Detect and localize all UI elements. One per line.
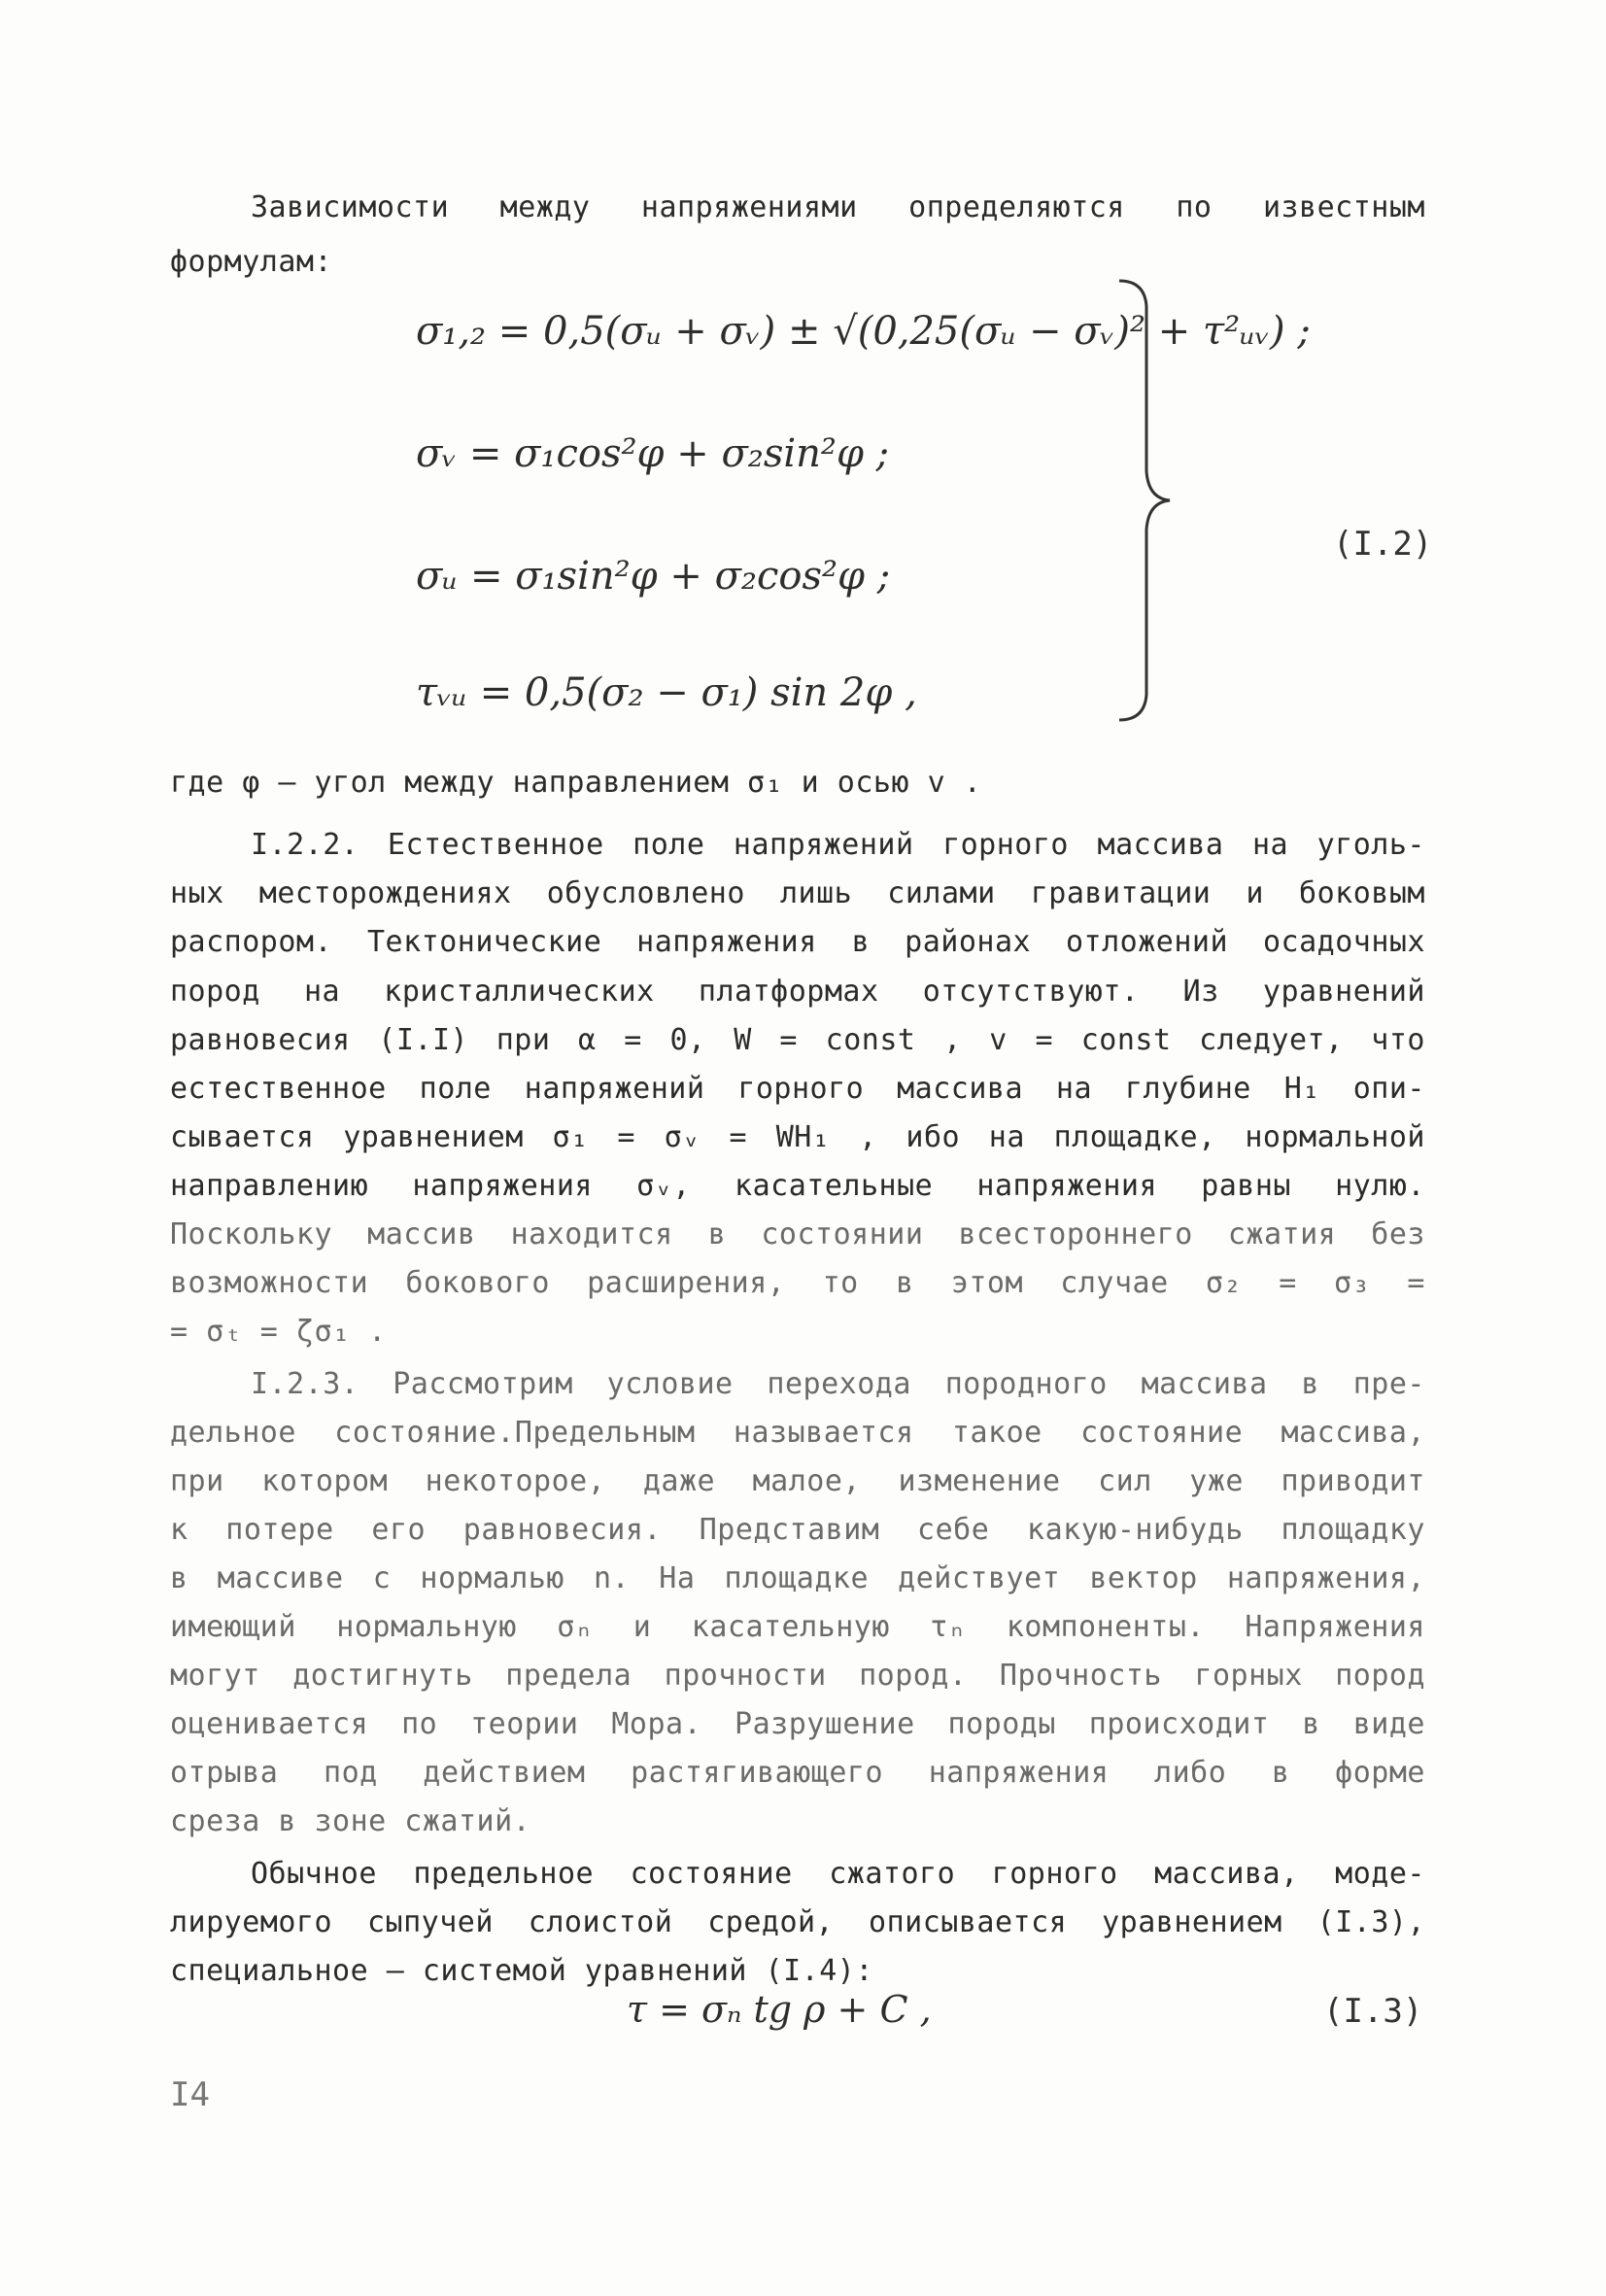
paragraph-2-line: отрыва под действием растягивающего напряжения либо в форме bbox=[170, 1756, 1425, 1790]
intro-line-2: формулам: bbox=[170, 245, 333, 279]
equation-label-i2: (I.2) bbox=[1333, 525, 1433, 564]
intro-line-1: Зависимости между напряжениями определяются по известным bbox=[251, 190, 1425, 224]
paragraph-3-line: специальное – системой уравнений (I.4): bbox=[170, 1954, 873, 1988]
paragraph-2-line: при котором некоторое, даже малое, изменение сил уже приводит bbox=[170, 1464, 1425, 1498]
where-line: где φ – угол между направлением σ₁ и осью v . bbox=[170, 766, 982, 800]
paragraph-3-line: Обычное предельное состояние сжатого горного массива, моде- bbox=[251, 1857, 1425, 1891]
paragraph-1-line: возможности бокового расширения, то в этом случае σ₂ = σ₃ = bbox=[170, 1266, 1425, 1300]
equation-system-brace bbox=[1117, 277, 1176, 724]
paragraph-1-line: = σₜ = ζσ₁ . bbox=[170, 1315, 387, 1349]
paragraph-2-line: среза в зоне сжатий. bbox=[170, 1804, 531, 1838]
equation-mohr-coulomb: τ = σₙ tg ρ + C , bbox=[627, 1988, 932, 2031]
paragraph-2-line: I.2.3. Рассмотрим условие перехода породного массива в пре- bbox=[251, 1367, 1425, 1401]
equation-label-i3: (I.3) bbox=[1323, 1992, 1423, 2031]
page-number: I4 bbox=[170, 2075, 210, 2114]
paragraph-3-line: лируемого сыпучей слоистой средой, описывается уравнением (I.3), bbox=[170, 1905, 1425, 1939]
paragraph-1-line: сывается уравнением σ₁ = σᵥ = WH₁ , ибо на площадке, нормальной bbox=[170, 1120, 1425, 1154]
paragraph-1-line: I.2.2. Естественное поле напряжений горного массива на уголь- bbox=[251, 828, 1425, 862]
equation-sigma-v: σᵥ = σ₁cos²φ + σ₂sin²φ ; bbox=[416, 431, 890, 476]
equation-principal-stresses: σ₁,₂ = 0,5(σᵤ + σᵥ) ± √(0,25(σᵤ − σᵥ)² + τ²ᵤᵥ) ; bbox=[416, 309, 1311, 354]
paragraph-2-line: к потере его равновесия. Представим себе какую-нибудь площадку bbox=[170, 1513, 1425, 1547]
paragraph-2-line: дельное состояние.Предельным называется такое состояние массива, bbox=[170, 1416, 1425, 1450]
paragraph-2-line: оценивается по теории Мора. Разрушение породы происходит в виде bbox=[170, 1707, 1425, 1741]
paragraph-2-line: в массиве с нормалью n. На площадке действует вектор напряжения, bbox=[170, 1561, 1425, 1595]
paragraph-1-line: направлению напряжения σᵥ, касательные напряжения равны нулю. bbox=[170, 1169, 1425, 1203]
paragraph-2-line: имеющий нормальную σₙ и касательную τₙ компоненты. Напряжения bbox=[170, 1610, 1425, 1644]
paragraph-1-line: равновесия (I.I) при α = 0, W = const , v = const следует, что bbox=[170, 1023, 1425, 1057]
equation-tau-vu: τᵥᵤ = 0,5(σ₂ − σ₁) sin 2φ , bbox=[416, 670, 917, 715]
paragraph-1-line: пород на кристаллических платформах отсутствуют. Из уравнений bbox=[170, 975, 1425, 1009]
paragraph-2-line: могут достигнуть предела прочности пород. Прочность горных пород bbox=[170, 1659, 1425, 1693]
paragraph-1-line: Поскольку массив находится в состоянии всестороннего сжатия без bbox=[170, 1217, 1425, 1251]
paragraph-1-line: ных месторождениях обусловлено лишь силами гравитации и боковым bbox=[170, 876, 1425, 910]
paragraph-1-line: естественное поле напряжений горного массива на глубине H₁ опи- bbox=[170, 1072, 1425, 1106]
equation-sigma-u: σᵤ = σ₁sin²φ + σ₂cos²φ ; bbox=[416, 554, 891, 599]
paragraph-1-line: распором. Тектонические напряжения в районах отложений осадочных bbox=[170, 925, 1425, 959]
